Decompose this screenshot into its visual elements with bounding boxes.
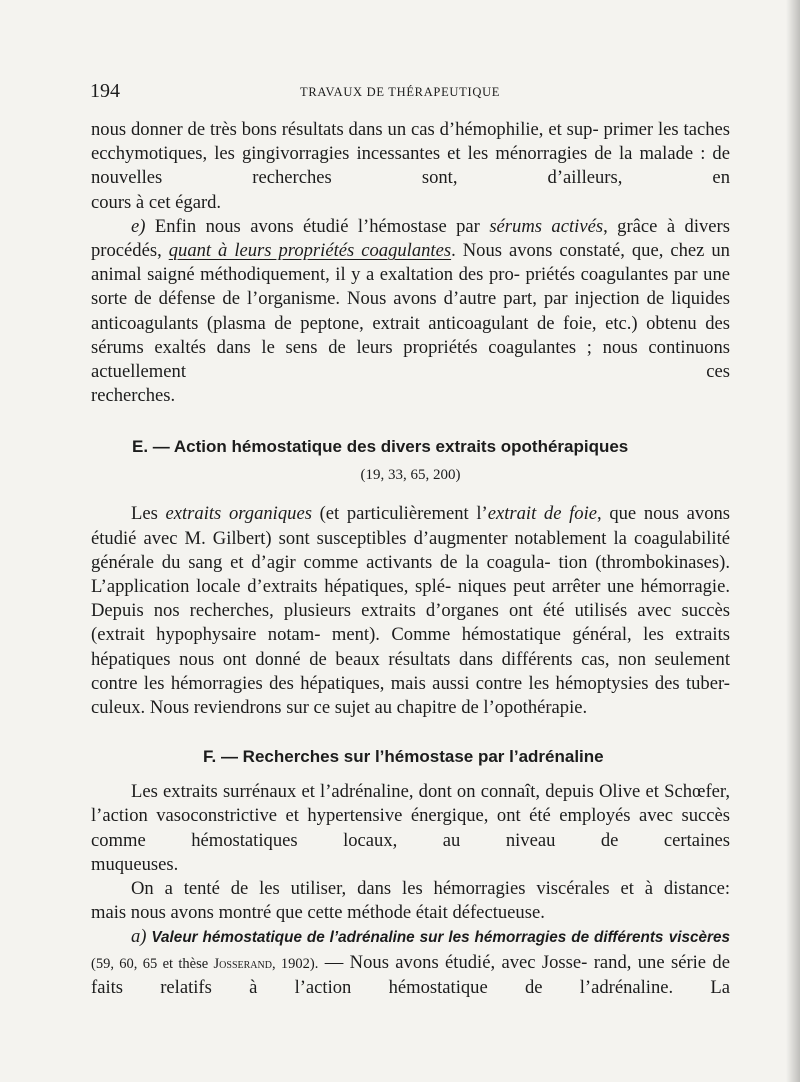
text-line: Les extraits surrénaux et l’adrénaline, dont on connaît, depuis Olive [131, 781, 641, 803]
text-line: mais nous avons montré que cette méthode était défectueuse. [91, 902, 545, 924]
paragraph-hemophilia-end [91, 191, 730, 215]
text-line: que, chez un animal saigné méthodiquement, il y a exaltation des pro- [91, 240, 730, 286]
paragraph-visceral-end [91, 901, 730, 925]
paragraph-visceral [91, 877, 730, 901]
text-line: culeux. Nous reviendrons sur ce sujet au chapitre de l’opothérapie. [91, 697, 588, 719]
paragraph-visceral-hemorrhages [91, 925, 730, 1000]
text-line: primer les taches ecchymotiques, les gingivorragies incessantes et les [91, 119, 730, 165]
text-fragment: . Nous avons constaté, [451, 240, 625, 262]
text-line: niques peut arrêter une hémorragie. Depuis nos recherches, plusieurs [91, 576, 730, 622]
running-head: TRAVAUX DE THÉRAPEUTIQUE [300, 85, 501, 99]
text-fragment: (et particulièrement l’ [311, 503, 488, 525]
section-title-f: F. — Recherches sur l’hémostase par l’adrénaline [203, 747, 604, 767]
text-line: hémorragies des hépatiques, mais aussi contre les hémoptysies des tuber- [170, 672, 730, 694]
text-line: d’autre part, par injection de liquides anticoagulants (plasma de peptone, [91, 288, 730, 334]
text-line: priétés coagulantes par une sorte de défense de l’organisme. Nous avons [91, 264, 730, 310]
text-line: extraits d’organes ont été utilisés avec succès (extrait hypophysaire notam- [91, 600, 731, 646]
italic-underlined-phrase: quant à leurs propriétés coagulantes [168, 240, 452, 262]
list-marker: a) [131, 926, 147, 948]
paragraph-adrenaline-end [91, 853, 730, 877]
paragraph-activated-sera [91, 215, 730, 384]
text-fragment: , que nous [597, 503, 679, 525]
inline-references-end: , 1902). [271, 955, 319, 972]
section-e-references: (19, 33, 65, 200) [360, 467, 461, 484]
text-line: de leurs propriétés coagulantes ; nous continuons actuellement ces [91, 336, 731, 383]
text-line: employés avec succès comme hémostatiques locaux, au niveau de certaines [91, 805, 730, 851]
text-line: et Schœfer, l’action vasoconstrictive et hypertensive énergique, ont été [91, 781, 730, 827]
section-title-e: E. — Action hémostatique des divers extraits opothérapiques [132, 437, 629, 457]
subsection-heading-end: viscères [668, 929, 730, 947]
text-fragment: Enfin nous avons étudié l’hémostase par [145, 215, 490, 237]
page-body [91, 118, 730, 1000]
text-line: On a tenté de les utiliser, dans les hémorragies viscérales et à distance: [131, 878, 730, 900]
list-marker: e) [131, 215, 146, 237]
text-fragment: — Nous avons étudié, avec Josse- [318, 951, 588, 973]
page-edge-shadow [786, 0, 800, 1082]
reference-author: Josserand [213, 955, 272, 972]
text-line: rand, une série de faits relatifs à l’action hémostatique de l’adrénaline. La [91, 951, 730, 998]
text-line: recherches. [91, 385, 176, 407]
text-line: ménorragies de la malade : de nouvelles recherches sont, d’ailleurs, en [91, 143, 730, 189]
text-line: tion (thrombokinases). L’application locale d’extraits hépatiques, splé- [91, 551, 730, 598]
text-line: extrait anticoagulant de foie, etc.) obtenu des sérums exaltés dans le sens [91, 312, 730, 358]
text-fragment: divers procédés, [91, 215, 730, 262]
paragraph-activated-sera-end [91, 384, 730, 408]
text-line: la coagulabilité générale du sang et d’agir comme activants de la coagula- [91, 527, 730, 573]
text-line: muqueuses. [91, 853, 179, 875]
inline-references: (59, 60, 65 et thèse [91, 955, 214, 972]
text-line: ment). Comme hémostatique général, les extraits hépatiques nous ont [91, 624, 730, 670]
page-header [90, 80, 740, 110]
paragraph-organ-extracts [91, 502, 730, 696]
text-line: nous donner de très bons résultats dans un cas d’hémophilie, et sup- [91, 119, 599, 140]
italic-phrase: extrait de foie [487, 503, 598, 525]
subsection-heading: Valeur hémostatique de l’adrénaline sur les hémorragies de différents [146, 929, 664, 947]
paragraph-adrenaline [91, 780, 730, 853]
text-line: donné de beaux résultats dans différents cas, non seulement contre les [91, 648, 730, 694]
text-fragment: Les [131, 503, 166, 525]
italic-phrase: sérums activés [489, 215, 604, 237]
text-line: cours à cet égard. [91, 191, 222, 213]
page-number: 194 [90, 80, 120, 102]
paragraph-organ-extracts-end [91, 696, 730, 720]
italic-phrase: extraits organiques [165, 503, 312, 525]
paragraph-hemophilia [91, 118, 730, 191]
text-fragment: , grâce à [603, 215, 676, 237]
text-line: avons étudié avec M. Gilbert) sont susceptibles d’augmenter notablement [91, 503, 731, 549]
